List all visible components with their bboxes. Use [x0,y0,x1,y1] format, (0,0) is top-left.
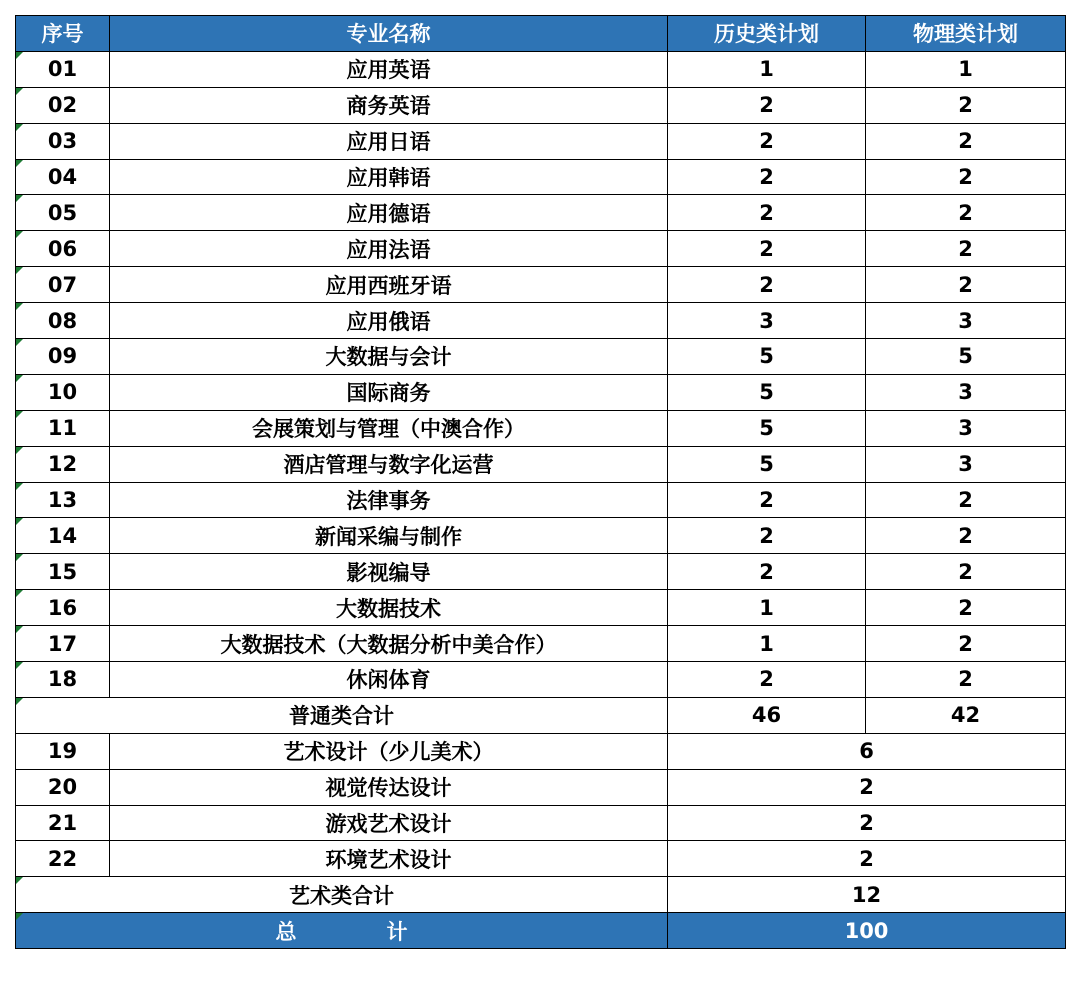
row-seq: 12 [16,446,110,482]
row-seq: 09 [16,339,110,375]
row-major-name: 影视编导 [110,554,668,590]
table-row [16,231,1066,267]
header-physics: 物理类计划 [866,16,1066,52]
regular-subtotal-label: 普通类合计 [16,697,668,733]
row-seq: 08 [16,303,110,339]
row-seq: 06 [16,231,110,267]
grand-total-label [16,913,668,949]
row-art-plan: 2 [668,841,1066,877]
row-history-plan: 5 [668,446,866,482]
row-major-name: 大数据技术（大数据分析中美合作） [110,626,668,662]
art-subtotal-row [16,877,1066,913]
row-seq: 17 [16,626,110,662]
row-major-name: 艺术设计（少儿美术） [110,733,668,769]
table-row [16,805,1066,841]
row-seq: 04 [16,159,110,195]
row-history-plan: 1 [668,626,866,662]
row-seq: 02 [16,87,110,123]
row-history-plan: 2 [668,518,866,554]
row-seq: 03 [16,123,110,159]
row-physics-plan: 1 [866,51,1066,87]
table-row [16,159,1066,195]
row-seq: 01 [16,51,110,87]
row-physics-plan: 2 [866,554,1066,590]
row-physics-plan: 3 [866,410,1066,446]
row-major-name: 新闻采编与制作 [110,518,668,554]
row-history-plan: 1 [668,590,866,626]
row-seq: 18 [16,662,110,698]
row-history-plan: 2 [668,195,866,231]
row-history-plan: 2 [668,554,866,590]
row-major-name: 应用日语 [110,123,668,159]
regular-subtotal-physics: 42 [866,697,1066,733]
row-major-name: 国际商务 [110,374,668,410]
table-row [16,518,1066,554]
table-row [16,51,1066,87]
row-history-plan: 5 [668,410,866,446]
table-row [16,482,1066,518]
table-row [16,410,1066,446]
row-physics-plan: 2 [866,123,1066,159]
row-major-name: 应用英语 [110,51,668,87]
row-seq: 10 [16,374,110,410]
row-history-plan: 2 [668,231,866,267]
table-row [16,590,1066,626]
row-major-name: 休闲体育 [110,662,668,698]
row-major-name: 大数据技术 [110,590,668,626]
table-header-row [16,16,1066,52]
row-physics-plan: 2 [866,518,1066,554]
table-row [16,195,1066,231]
row-physics-plan: 2 [866,626,1066,662]
row-major-name: 商务英语 [110,87,668,123]
header-seq: 序号 [16,16,110,52]
row-art-plan: 2 [668,805,1066,841]
row-history-plan: 2 [668,159,866,195]
grand-total-label-left: 总 [275,919,297,944]
row-seq: 19 [16,733,110,769]
row-major-name: 大数据与会计 [110,339,668,375]
row-physics-plan: 2 [866,590,1066,626]
regular-subtotal-row [16,697,1066,733]
grand-total-label-right: 计 [386,919,408,944]
grand-total-row [16,913,1066,949]
row-seq: 11 [16,410,110,446]
row-history-plan: 1 [668,51,866,87]
regular-subtotal-history: 46 [668,697,866,733]
row-physics-plan: 2 [866,159,1066,195]
row-seq: 14 [16,518,110,554]
table-row [16,554,1066,590]
table-row [16,626,1066,662]
row-seq: 15 [16,554,110,590]
row-major-name: 应用西班牙语 [110,267,668,303]
table-row [16,267,1066,303]
row-major-name: 环境艺术设计 [110,841,668,877]
row-physics-plan: 3 [866,374,1066,410]
table-row [16,87,1066,123]
row-art-plan: 6 [668,733,1066,769]
table-row [16,123,1066,159]
row-physics-plan: 2 [866,231,1066,267]
row-physics-plan: 2 [866,482,1066,518]
row-major-name: 酒店管理与数字化运营 [110,446,668,482]
enrollment-plan-table [15,15,1066,949]
row-physics-plan: 2 [866,267,1066,303]
row-seq: 07 [16,267,110,303]
table-row [16,733,1066,769]
row-seq: 22 [16,841,110,877]
row-seq: 05 [16,195,110,231]
row-history-plan: 3 [668,303,866,339]
row-history-plan: 2 [668,482,866,518]
row-history-plan: 2 [668,662,866,698]
row-seq: 16 [16,590,110,626]
row-history-plan: 2 [668,123,866,159]
row-history-plan: 5 [668,339,866,375]
row-physics-plan: 2 [866,662,1066,698]
row-physics-plan: 3 [866,303,1066,339]
row-physics-plan: 2 [866,87,1066,123]
art-subtotal-total: 12 [668,877,1066,913]
table-row [16,769,1066,805]
grand-total-value: 100 [668,913,1066,949]
row-major-name: 视觉传达设计 [110,769,668,805]
row-history-plan: 5 [668,374,866,410]
art-subtotal-label: 艺术类合计 [16,877,668,913]
row-physics-plan: 3 [866,446,1066,482]
table-row [16,374,1066,410]
row-seq: 13 [16,482,110,518]
row-major-name: 法律事务 [110,482,668,518]
row-seq: 20 [16,769,110,805]
table-row [16,841,1066,877]
row-major-name: 游戏艺术设计 [110,805,668,841]
row-major-name: 应用韩语 [110,159,668,195]
row-art-plan: 2 [668,769,1066,805]
row-seq: 21 [16,805,110,841]
table-row [16,303,1066,339]
row-history-plan: 2 [668,87,866,123]
row-major-name: 应用俄语 [110,303,668,339]
table-row [16,339,1066,375]
table-row [16,662,1066,698]
row-history-plan: 2 [668,267,866,303]
row-major-name: 应用德语 [110,195,668,231]
row-physics-plan: 2 [866,195,1066,231]
row-major-name: 应用法语 [110,231,668,267]
header-name: 专业名称 [110,16,668,52]
header-history: 历史类计划 [668,16,866,52]
row-physics-plan: 5 [866,339,1066,375]
table-row [16,446,1066,482]
row-major-name: 会展策划与管理（中澳合作） [110,410,668,446]
